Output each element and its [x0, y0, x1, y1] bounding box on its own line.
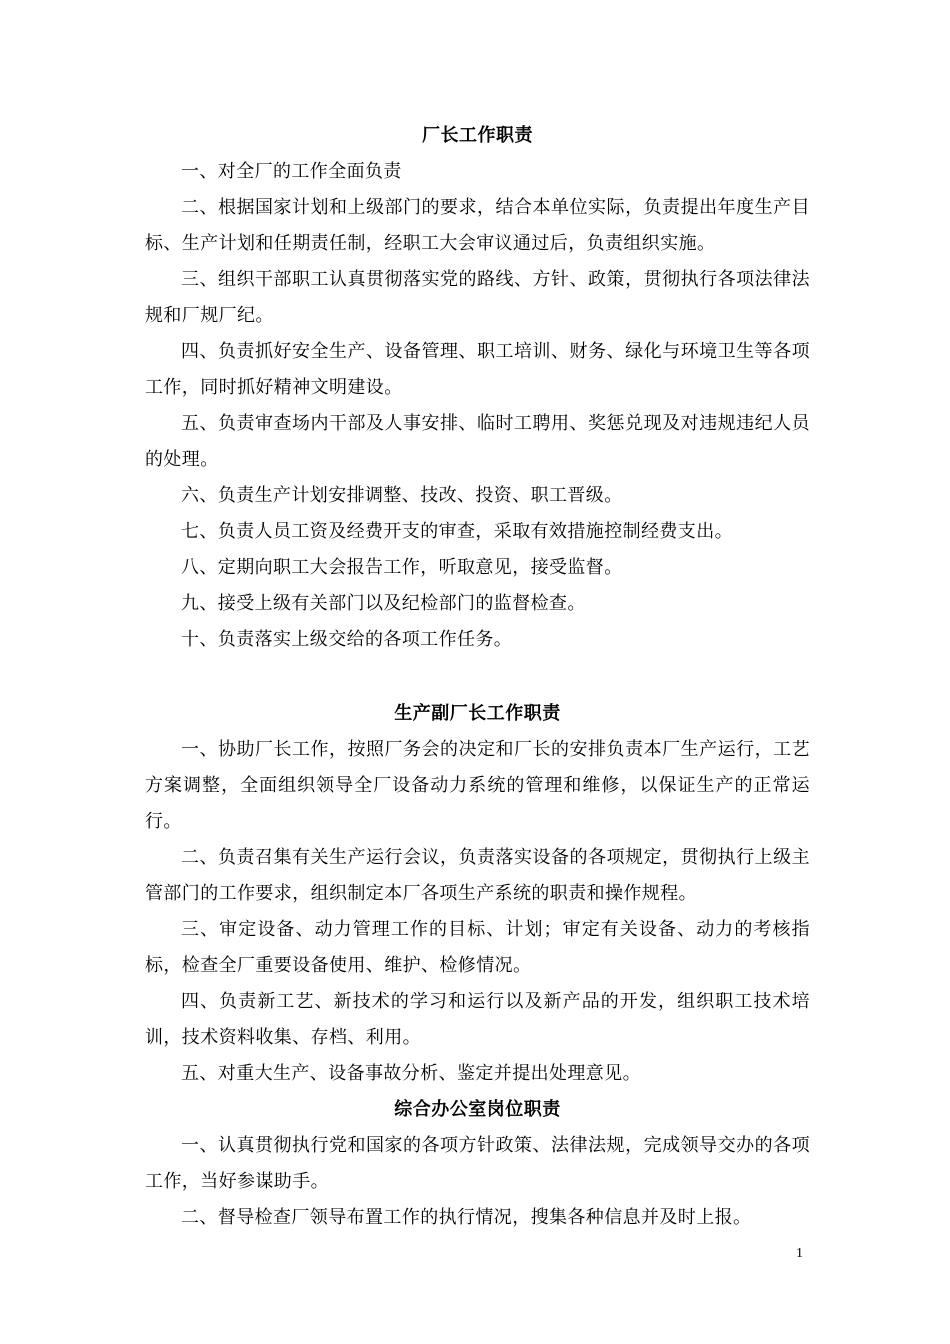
section-production-deputy-duties [145, 696, 810, 1092]
paragraph: 三、组织干部职工认真贯彻落实党的路线、方针、政策，贯彻执行各项法律法规和厂规厂纪。 [145, 269, 810, 326]
paragraph: 三、审定设备、动力管理工作的目标、计划；审定有关设备、动力的考核指标，检查全厂重要设备使用、维护、检修情况。 [145, 919, 810, 976]
section-general-office-duties [145, 1092, 810, 1236]
paragraph: 五、负责审查场内干部及人事安排、临时工聘用、奖惩兑现及对违规违纪人员的处理。 [145, 413, 810, 470]
section-title: 综合办公室岗位职责 [394, 1099, 561, 1120]
paragraph: 一、协助厂长工作，按照厂务会的决定和厂长的安排负责本厂生产运行，工艺方案调整，全面组织领导全厂设备动力系统的管理和维修，以保证生产的正常运行。 [145, 739, 810, 832]
paragraph: 十、负责落实上级交给的各项工作任务。 [181, 629, 513, 650]
section-title: 生产副厂长工作职责 [394, 703, 561, 724]
paragraph: 一、对全厂的工作全面负责 [181, 161, 402, 182]
document-body [145, 118, 810, 1236]
paragraph: 六、负责生产计划安排调整、技改、投资、职工晋级。 [181, 485, 623, 506]
paragraph: 九、接受上级有关部门以及纪检部门的监督检查。 [181, 593, 586, 614]
paragraph: 二、负责召集有关生产运行会议，负责落实设备的各项规定，贯彻执行上级主管部门的工作要求，组织制定本厂各项生产系统的职责和操作规程。 [145, 847, 810, 904]
paragraph: 一、认真贯彻执行党和国家的各项方针政策、法律法规，完成领导交办的各项工作，当好参谋助手。 [145, 1135, 810, 1192]
section-spacer [145, 658, 810, 696]
paragraph: 四、负责抓好安全生产、设备管理、职工培训、财务、绿化与环境卫生等各项工作，同时抓好精神文明建设。 [145, 341, 810, 398]
paragraph: 五、对重大生产、设备事故分析、鉴定并提出处理意见。 [181, 1063, 641, 1084]
section-director-duties [145, 118, 810, 658]
paragraph: 七、负责人员工资及经费开支的审查，采取有效措施控制经费支出。 [181, 521, 733, 542]
paragraph: 四、负责新工艺、新技术的学习和运行以及新产品的开发，组织职工技术培训，技术资料收集、存档、利用。 [145, 991, 810, 1048]
paragraph: 二、根据国家计划和上级部门的要求，结合本单位实际，负责提出年度生产目标、生产计划和任期责任制，经职工大会审议通过后，负责组织实施。 [145, 197, 810, 254]
page-number: 1 [796, 1246, 803, 1261]
section-title: 厂长工作职责 [422, 125, 533, 146]
paragraph: 八、定期向职工大会报告工作，听取意见，接受监督。 [181, 557, 623, 578]
paragraph: 二、督导检查厂领导布置工作的执行情况，搜集各种信息并及时上报。 [181, 1207, 752, 1228]
